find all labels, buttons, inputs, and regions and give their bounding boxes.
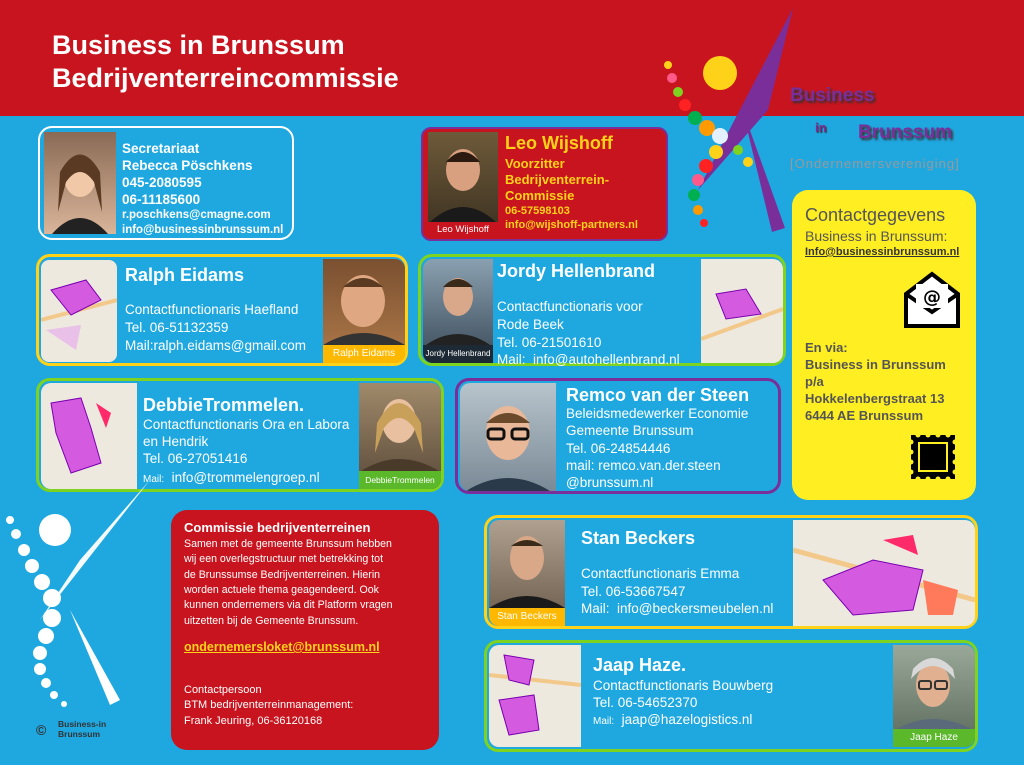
contact-org: Business in Brunssum: bbox=[805, 228, 948, 244]
jordy-photo-caption: Jordy Hellenbrand bbox=[423, 345, 493, 363]
debbie-role1: Contactfunctionaris Ora en Labora bbox=[143, 417, 350, 432]
secretariaat-name: Rebecca Pöschkens bbox=[122, 158, 253, 173]
stan-map bbox=[793, 520, 975, 626]
contact-heading: Contactgegevens bbox=[805, 205, 946, 225]
jaap-map bbox=[489, 645, 581, 747]
envelope-at-icon bbox=[902, 270, 962, 330]
ralph-name: Ralph Eidams bbox=[125, 265, 245, 285]
secretariaat-card bbox=[38, 126, 294, 240]
stan-name: Stan Beckers bbox=[581, 528, 696, 548]
debbie-mail-label: Mail: bbox=[143, 474, 165, 485]
commissie-body-line1: Samen met de gemeente Brunssum hebben bbox=[184, 538, 392, 550]
commissie-contact-label: Contactpersoon bbox=[184, 684, 262, 696]
jordy-role1: Contactfunctionaris voor bbox=[497, 299, 643, 314]
stan-card bbox=[484, 515, 978, 629]
jordy-mail-label: Mail: bbox=[497, 352, 526, 367]
voorzitter-email[interactable]: info@wijshoff-partners.nl bbox=[505, 219, 638, 231]
ralph-photo-caption: Ralph Eidams bbox=[323, 345, 405, 363]
page-title: Business in Brunssum bbox=[52, 30, 345, 60]
stamp-icon bbox=[908, 432, 958, 482]
debbie-name: DebbieTrommelen. bbox=[143, 395, 305, 415]
commissie-body-line3: de Brunssumse Bedrijventerreinen. Hierin bbox=[184, 568, 381, 581]
leo-photo-caption: Leo Wijshoff bbox=[428, 222, 498, 238]
jordy-card bbox=[418, 254, 786, 366]
remco-card bbox=[455, 378, 781, 494]
voorzitter-role-line2: Bedrijventerrein- bbox=[505, 172, 610, 187]
secretariaat-email1[interactable]: r.poschkens@cmagne.com bbox=[122, 209, 271, 221]
commissie-body-line4: worden actuele thema geagendeerd. Ook bbox=[184, 584, 379, 597]
secretariaat-phone1: 045-2080595 bbox=[122, 175, 202, 190]
jaap-photo-caption: Jaap Haze bbox=[893, 729, 975, 747]
stan-mail-label: Mail: bbox=[581, 601, 610, 616]
commissie-heading: Commissie bedrijventerreinen bbox=[184, 520, 371, 535]
stan-email[interactable]: info@beckersmeubelen.nl bbox=[617, 601, 774, 616]
debbie-phone: Tel. 06-27051416 bbox=[143, 451, 248, 466]
jordy-phone: Tel. 06-21501610 bbox=[497, 335, 602, 350]
contact-addr1: Business in Brunssum bbox=[805, 357, 946, 372]
jaap-email[interactable]: jaap@hazelogistics.nl bbox=[621, 712, 753, 727]
remco-role1: Beleidsmedewerker Economie bbox=[566, 406, 749, 421]
remco-email1[interactable]: mail: remco.van.der.steen bbox=[566, 458, 721, 473]
bottom-logo-figure-graphic bbox=[0, 470, 160, 730]
leo-photo bbox=[428, 132, 498, 238]
svg-text:@: @ bbox=[923, 287, 941, 308]
commissie-box bbox=[171, 510, 439, 750]
secretariaat-heading: Secretariaat bbox=[122, 141, 200, 156]
commissie-body-line2: wij een overlegstructuur met betrekking tot bbox=[184, 553, 384, 566]
commissie-body-line5: kunnen ondernemers via dit Platform vragen bbox=[184, 599, 393, 612]
logo-tagline: [Ondernemersvereniging] bbox=[790, 156, 960, 171]
remco-phone: Tel. 06-24854446 bbox=[566, 441, 671, 456]
stan-role: Contactfunctionaris Emma bbox=[581, 566, 740, 581]
copyright-icon: © bbox=[36, 722, 47, 738]
bottom-logo-mark: Business-in Brunssum bbox=[58, 719, 107, 739]
ralph-photo bbox=[323, 259, 405, 363]
stan-photo-caption: Stan Beckers bbox=[489, 608, 565, 626]
ralph-role: Contactfunctionaris Haefland bbox=[125, 302, 299, 317]
ralph-email[interactable]: Mail:ralph.eidams@gmail.com bbox=[125, 338, 307, 353]
contact-via: En via: bbox=[805, 340, 848, 355]
logo-figure-graphic bbox=[650, 0, 800, 240]
rebecca-photo bbox=[44, 132, 116, 234]
debbie-photo bbox=[359, 383, 441, 489]
jaap-name: Jaap Haze. bbox=[593, 655, 687, 675]
commissie-email[interactable]: ondernemersloket@brunssum.nl bbox=[184, 640, 380, 654]
ralph-phone: Tel. 06-51132359 bbox=[125, 320, 229, 335]
voorzitter-card bbox=[421, 127, 668, 241]
logo-word-brunssum: Brunssum bbox=[858, 122, 952, 143]
jaap-card bbox=[484, 640, 978, 752]
remco-name: Remco van der Steen bbox=[566, 385, 750, 405]
jaap-phone: Tel. 06-54652370 bbox=[593, 695, 698, 710]
logo-word-in: in bbox=[815, 120, 827, 135]
jaap-role: Contactfunctionaris Bouwberg bbox=[593, 678, 774, 693]
contact-box bbox=[792, 190, 976, 500]
jordy-role2: Rode Beek bbox=[497, 317, 564, 332]
debbie-email[interactable]: info@trommelengroep.nl bbox=[171, 470, 320, 485]
jaap-mail-label: Mail: bbox=[593, 716, 615, 727]
secretariaat-phone2: 06-11185600 bbox=[122, 192, 201, 207]
jordy-email[interactable]: info@autohellenbrand.nl bbox=[533, 352, 680, 367]
remco-email2[interactable]: @brunssum.nl bbox=[566, 475, 654, 490]
contact-addr3: Hokkelenbergstraat 13 bbox=[805, 391, 945, 406]
contact-email[interactable]: Info@businessinbrunssum.nl bbox=[805, 246, 960, 258]
contact-addr4: 6444 AE Brunssum bbox=[805, 408, 924, 423]
voorzitter-role-line3: Commissie bbox=[505, 188, 575, 203]
commissie-body-line6: uitzetten bij de Gemeente Brunssum. bbox=[184, 614, 359, 627]
voorzitter-role-line1: Voorzitter bbox=[505, 156, 565, 171]
stan-phone: Tel. 06-53667547 bbox=[581, 584, 686, 599]
jaap-photo bbox=[893, 645, 975, 747]
voorzitter-name: Leo Wijshoff bbox=[505, 133, 613, 153]
voorzitter-phone: 06-57598103 bbox=[505, 205, 570, 217]
jordy-name: Jordy Hellenbrand bbox=[497, 261, 656, 281]
jordy-map bbox=[701, 259, 783, 363]
debbie-photo-caption: DebbieTrommelen bbox=[359, 471, 441, 489]
ralph-card bbox=[36, 254, 408, 366]
page-subtitle: Bedrijventerreincommissie bbox=[52, 63, 399, 93]
secretariaat-email2[interactable]: info@businessinbrunssum.nl bbox=[122, 224, 284, 236]
commissie-contact-person: Frank Jeuring, 06-36120168 bbox=[184, 714, 323, 727]
stan-photo bbox=[489, 520, 565, 626]
jordy-photo bbox=[423, 259, 493, 363]
debbie-role2: en Hendrik bbox=[143, 434, 209, 449]
commissie-contact-org: BTM bedrijventerreinmanagement: bbox=[184, 699, 354, 712]
ralph-map bbox=[41, 260, 117, 362]
remco-photo bbox=[460, 383, 556, 491]
remco-role2: Gemeente Brunssum bbox=[566, 423, 694, 438]
logo-word-business: Business bbox=[790, 85, 875, 106]
contact-addr2: p/a bbox=[805, 374, 824, 389]
